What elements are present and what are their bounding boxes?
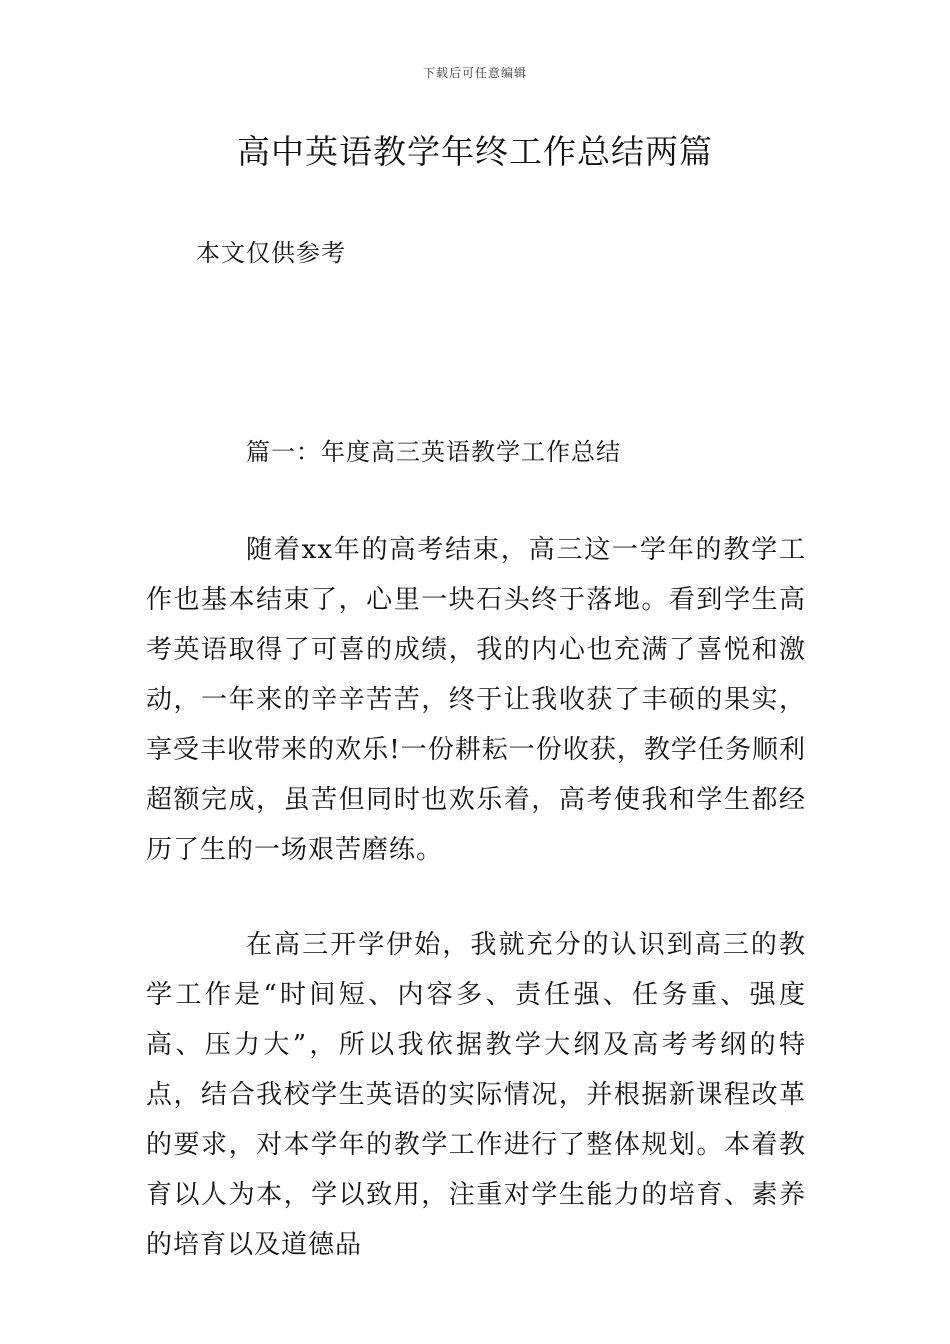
body-paragraph: 随着xx年的高考结束，高三这一学年的教学工作也基本结束了，心里一块石头终于落地。看到学生高考英语取得了可喜的成绩，我的内心也充满了喜悦和激动，一年来的辛辛苦苦，终于让我收获了丰硕的果实，享受丰收带来的欢乐!一份耕耘一份收获，教学任务顺利超额完成，虽苦但同时也欢乐着，高考使我和学生都经历了生的一场艰苦磨练。 [146,535,806,865]
header-note: 下载后可任意编辑 [422,66,527,80]
document-title: 高中英语教学年终工作总结两篇 [237,132,713,171]
section-heading: 篇一：年度高三英语教学工作总结 [246,438,621,466]
body-paragraph: 在高三开学伊始，我就充分的认识到高三的教学工作是“时间短、内容多、责任强、任务重、强度高、压力大”，所以我依据教学大纲及高考考纲的特点，结合我校学生英语的实际情况，并根据新课程改革的要求，对本学年的教学工作进行了整体规划。本着教育以人为本，学以致用，注重对学生能力的培育、素养的培育以及道德品 [146,930,806,1260]
disclaimer-text: 本文仅供参考 [196,239,346,267]
